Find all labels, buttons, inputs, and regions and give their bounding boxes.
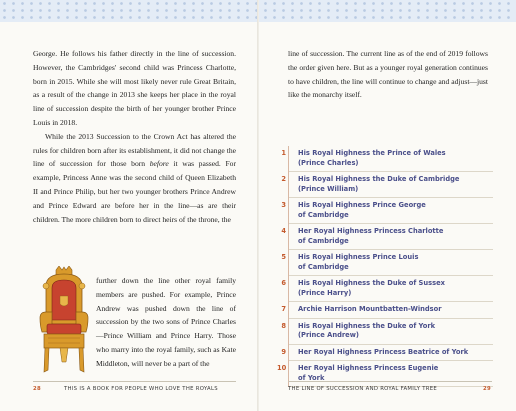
list-item bbox=[281, 276, 493, 302]
page-number: 29 bbox=[483, 386, 491, 392]
right-body-text bbox=[288, 47, 488, 102]
list-name: Her Royal Highness Princess Charlotte bbox=[298, 227, 444, 235]
list-name: His Royal Highness Prince Louis bbox=[298, 253, 419, 261]
footer-rule bbox=[33, 381, 236, 382]
succession-list bbox=[277, 146, 493, 387]
page-number: 28 bbox=[33, 386, 41, 392]
right-page bbox=[259, 22, 516, 411]
throne-illustration bbox=[38, 266, 90, 376]
list-alias: (Prince Charles) bbox=[298, 158, 359, 167]
list-number: 8 bbox=[281, 321, 286, 330]
list-item bbox=[281, 345, 493, 362]
list-number: 3 bbox=[281, 201, 286, 209]
list-item bbox=[277, 361, 493, 387]
list-alias: of York bbox=[298, 373, 325, 382]
footer-rule bbox=[288, 381, 492, 382]
paragraph-2 bbox=[33, 130, 236, 227]
list-number: 7 bbox=[281, 305, 286, 313]
list-name: His Royal Highness Prince George bbox=[298, 201, 426, 209]
left-body-text bbox=[33, 47, 236, 226]
list-alias: of Cambridge bbox=[298, 210, 349, 219]
list-item bbox=[281, 146, 493, 172]
list-item bbox=[281, 302, 493, 319]
list-item bbox=[281, 198, 493, 224]
intro-paragraph: line of succession. The current line as of the end of 2019 follows the order given here. But as a younger royal generation continues to have children, the line will continue to change and adjust—just like the monarchy itself. bbox=[288, 49, 488, 100]
list-number: 4 bbox=[281, 227, 286, 235]
list-number: 9 bbox=[281, 347, 286, 356]
paragraph-2-wrap: further down the line other royal family members are pushed. For example, Prince Andrew was pushed down the line of succession by the two sons of Prince Charles—Prince William and Prince Harry. Those who marry into the royal family, such as Kate Middleton, will never be a part of the bbox=[96, 276, 236, 368]
list-number: 10 bbox=[277, 364, 287, 372]
list-alias: of Cambridge bbox=[298, 236, 349, 245]
list-number: 5 bbox=[281, 253, 286, 261]
list-alias: (Prince William) bbox=[298, 184, 359, 193]
running-footer: THIS IS A BOOK FOR PEOPLE WHO LOVE THE ROYALS bbox=[64, 386, 218, 392]
paragraph-1: George. He follows his father directly in the line of succession. However, the Cambridges' second child was Princess Charlotte, born in 2015. While she will most likely never rule Great Britain, as a result of the change in 2013 she keeps her place in the royal line of succession despite the birth of her younger brother Prince Louis in 2018. bbox=[33, 49, 236, 127]
list-name: His Royal Highness the Duke of York bbox=[298, 321, 436, 330]
list-number: 6 bbox=[281, 279, 286, 287]
list-name: Archie Harrison Mountbatten-Windsor bbox=[298, 305, 442, 313]
paragraph-2-start: While the 2013 Succession to the Crown Act has altered the rules for children born after its establishment, it did not change the line of succession for those born bbox=[33, 131, 236, 169]
list-item bbox=[281, 224, 493, 250]
running-footer: THE LINE OF SUCCESSION AND ROYAL FAMILY TREE bbox=[288, 386, 438, 392]
list-number: 2 bbox=[281, 175, 286, 183]
list-name: Her Royal Highness Princess Eugenie bbox=[298, 364, 439, 372]
list-name: Her Royal Highness Princess Beatrice of York bbox=[298, 347, 469, 356]
list-number: 1 bbox=[281, 149, 286, 157]
list-item bbox=[281, 250, 493, 276]
list-alias: (Prince Andrew) bbox=[298, 331, 359, 339]
list-item bbox=[281, 319, 493, 345]
list-alias: of Cambridge bbox=[298, 262, 349, 271]
paragraph-2-emphasis: before bbox=[149, 159, 169, 169]
list-alias: (Prince Harry) bbox=[298, 288, 352, 297]
left-page bbox=[0, 22, 257, 411]
list-name: His Royal Highness the Duke of Sussex bbox=[298, 279, 445, 287]
list-name: His Royal Highness the Duke of Cambridge bbox=[298, 175, 460, 183]
list-item bbox=[281, 172, 493, 198]
list-name: His Royal Highness the Prince of Wales bbox=[298, 149, 446, 157]
paragraph-2-end: it was passed. For example, Princess Anne was the second child of Queen Elizabeth II and Prince Philip, but her two younger brothers Prince Andrew and Prince Edward are before her in the line—as are their children. The more children born to direct heirs of the throne, the bbox=[33, 159, 236, 224]
